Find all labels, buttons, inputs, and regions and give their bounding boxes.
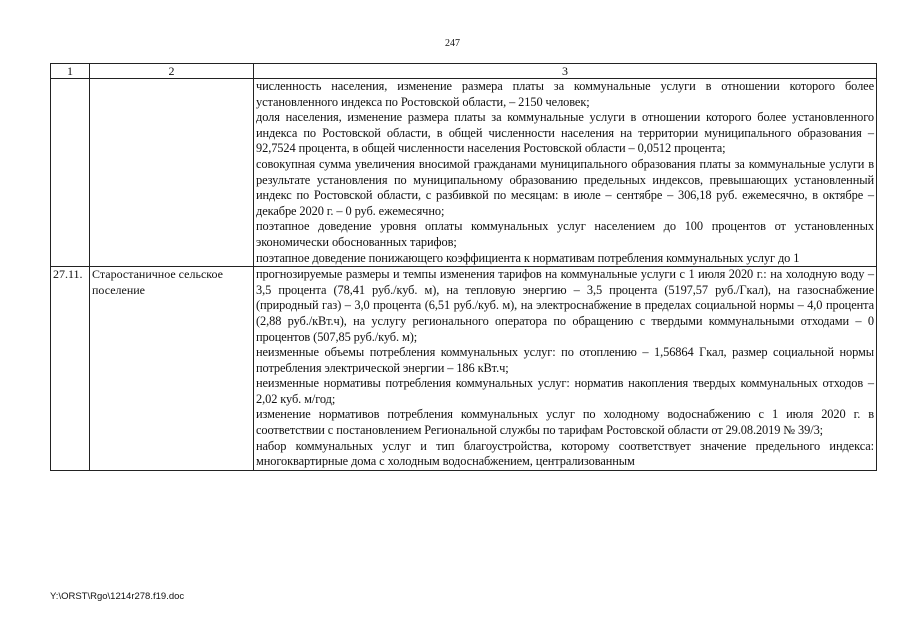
table-header-row bbox=[51, 64, 877, 79]
row-content bbox=[254, 267, 877, 471]
document-table bbox=[50, 63, 877, 471]
content-paragraph: доля населения, изменение размера платы за коммунальные услуги в отношении которого более установленного индекса по Ростовской области, в общей численности населения на территории муниципального образования – 92,7524 процента, в общей численности населения Ростовской области – 0,0512 процента; bbox=[256, 110, 874, 156]
column-header: 2 bbox=[90, 64, 254, 79]
settlement-name bbox=[90, 79, 254, 267]
content-paragraph: поэтапное доведение понижающего коэффициента к нормативам потребления коммунальных услуг до 1 bbox=[256, 250, 800, 265]
content-paragraph: набор коммунальных услуг и тип благоустройства, которому соответствует значение предельного индекса: многоквартирные дома с холодным водоснабжением, централизованным bbox=[256, 438, 874, 469]
content-paragraph: неизменные нормативы потребления коммунальных услуг: норматив накопления твердых коммунальных отходов – 2,02 куб. м/год; bbox=[256, 376, 874, 406]
page-number: 247 bbox=[445, 38, 460, 49]
column-header: 3 bbox=[254, 64, 877, 79]
content-paragraph: неизменные объемы потребления коммунальных услуг: по отоплению – 1,56864 Гкал, размер социальной нормы потребления электрической энергии – 186 кВт.ч; bbox=[256, 345, 874, 375]
content-paragraph: численность населения, изменение размера платы за коммунальные услуги в отношении которого более установленного индекса по Ростовской области, – 2150 человек; bbox=[256, 79, 874, 109]
column-header: 1 bbox=[51, 64, 90, 79]
table-row bbox=[51, 267, 877, 471]
row-number: 27.11. bbox=[51, 267, 90, 471]
content-paragraph: совокупная сумма увеличения вносимой гражданами муниципального образования платы за коммунальные услуги в результате установления по муниципальному образованию предельных индексов, превышающих установленный индекс по Ростовской области, с разбивкой по месяцам: в июле – сентябре – 306,18 руб. ежемесячно, в октябре – декабре 2020 г. – 0 руб. ежемесячно; bbox=[256, 156, 874, 218]
content-paragraph: поэтапное доведение уровня оплаты коммунальных услуг населением до 100 процентов от установленных экономически обоснованных тарифов; bbox=[256, 219, 874, 249]
content-paragraph: изменение нормативов потребления коммунальных услуг по холодному водоснабжению с 1 июля 2020 г. в соответствии с постановлением Региональной службы по тарифам Ростовской области от 29.08.2019 № 39/3; bbox=[256, 407, 874, 438]
table-row bbox=[51, 79, 877, 267]
content-paragraph: прогнозируемые размеры и темпы изменения тарифов на коммунальные услуги с 1 июля 2020 г.: на холодную воду – 3,5 процента (78,41 руб./куб. м), на тепловую энергию – 3,5 процента (5197,57 руб./Гкал), на газоснабжение (природный газ) – 3,0 процента (6,51 руб./куб. м), на электроснабжение в пределах социальной нормы – 4,0 процента (2,88 руб./кВт.ч), на услугу регионального оператора по обращению с твердыми коммунальными отходами – 0 процентов (507,85 руб./куб. м); bbox=[256, 267, 874, 344]
row-number bbox=[51, 79, 90, 267]
row-content bbox=[254, 79, 877, 267]
footer-file-path: Y:\ORST\Rgo\1214r278.f19.doc bbox=[50, 591, 185, 602]
settlement-name: Старостаничное сельское поселение bbox=[90, 267, 254, 471]
